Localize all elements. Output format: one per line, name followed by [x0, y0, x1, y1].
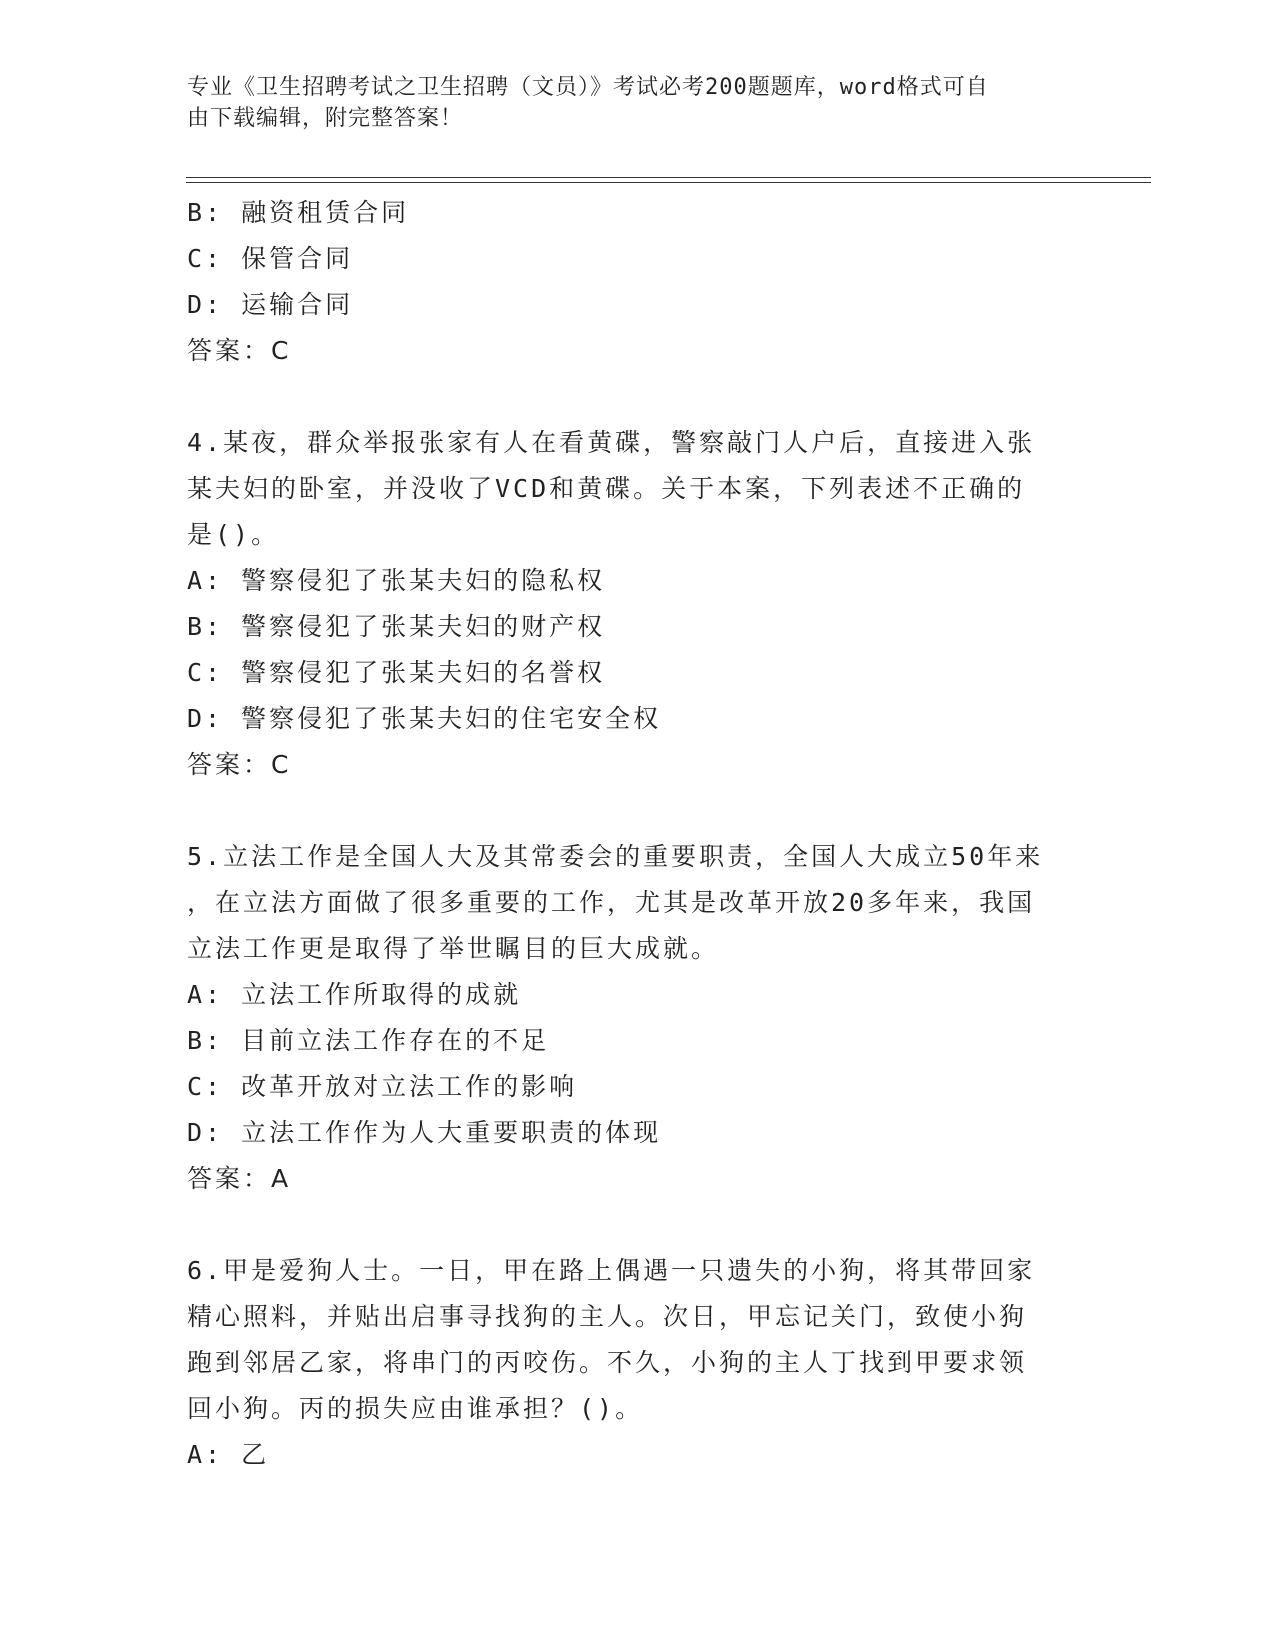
option-a: A: 立法工作所取得的成就 [187, 980, 522, 1009]
option-c: C: 警察侵犯了张某夫妇的名誉权 [187, 658, 606, 687]
document-body [187, 190, 1087, 1478]
question-stem-line: ，在立法方面做了很多重要的工作，尤其是改革开放20多年来，我国 [187, 888, 1036, 917]
question-4 [187, 420, 1087, 788]
option-b: B: 目前立法工作存在的不足 [187, 1026, 550, 1055]
question-stem-line: 6.甲是爱狗人士。一日，甲在路上偶遇一只遗失的小狗，将其带回家 [187, 1256, 1036, 1285]
option-c: C: 改革开放对立法工作的影响 [187, 1072, 578, 1101]
document-header [187, 72, 1067, 134]
answer: 答案：C [187, 336, 292, 365]
option-a: A: 乙 [187, 1440, 270, 1469]
header-rule-bottom [186, 182, 1151, 183]
spacer [187, 1202, 1087, 1248]
option-d: D: 运输合同 [187, 290, 354, 319]
question-stem-line: 某夫妇的卧室，并没收了VCD和黄碟。关于本案，下列表述不正确的 [187, 474, 1026, 503]
option-d: D: 警察侵犯了张某夫妇的住宅安全权 [187, 704, 662, 733]
question-stem-line: 跑到邻居乙家，将串门的丙咬伤。不久，小狗的主人丁找到甲要求领 [187, 1348, 1028, 1377]
option-a: A: 警察侵犯了张某夫妇的隐私权 [187, 566, 606, 595]
question-stem-line: 是()。 [187, 520, 280, 549]
answer: 答案：A [187, 1164, 292, 1193]
question-stem-line: 5.立法工作是全国人大及其常委会的重要职责，全国人大成立50年来 [187, 842, 1044, 871]
option-b: B: 融资租赁合同 [187, 198, 410, 227]
spacer [187, 788, 1087, 834]
question-stem-line: 4.某夜，群众举报张家有人在看黄碟，警察敲门人户后，直接进入张 [187, 428, 1036, 457]
spacer [187, 374, 1087, 420]
question-stem-line: 回小狗。丙的损失应由谁承担？()。 [187, 1394, 644, 1423]
question-stem-line: 精心照料，并贴出启事寻找狗的主人。次日，甲忘记关门，致使小狗 [187, 1302, 1028, 1331]
header-line-2: 由下载编辑，附完整答案！ [187, 106, 464, 131]
question-stem-line: 立法工作更是取得了举世瞩目的巨大成就。 [187, 934, 720, 963]
option-c: C: 保管合同 [187, 244, 354, 273]
option-b: B: 警察侵犯了张某夫妇的财产权 [187, 612, 606, 641]
answer: 答案：C [187, 750, 292, 779]
option-d: D: 立法工作作为人大重要职责的体现 [187, 1118, 662, 1147]
header-rule-top [186, 177, 1151, 178]
question-6 [187, 1248, 1087, 1478]
header-line-1: 专业《卫生招聘考试之卫生招聘（文员）》考试必考200题题库，word格式可自 [187, 75, 989, 100]
question-3-continued [187, 190, 1087, 374]
question-5 [187, 834, 1087, 1202]
